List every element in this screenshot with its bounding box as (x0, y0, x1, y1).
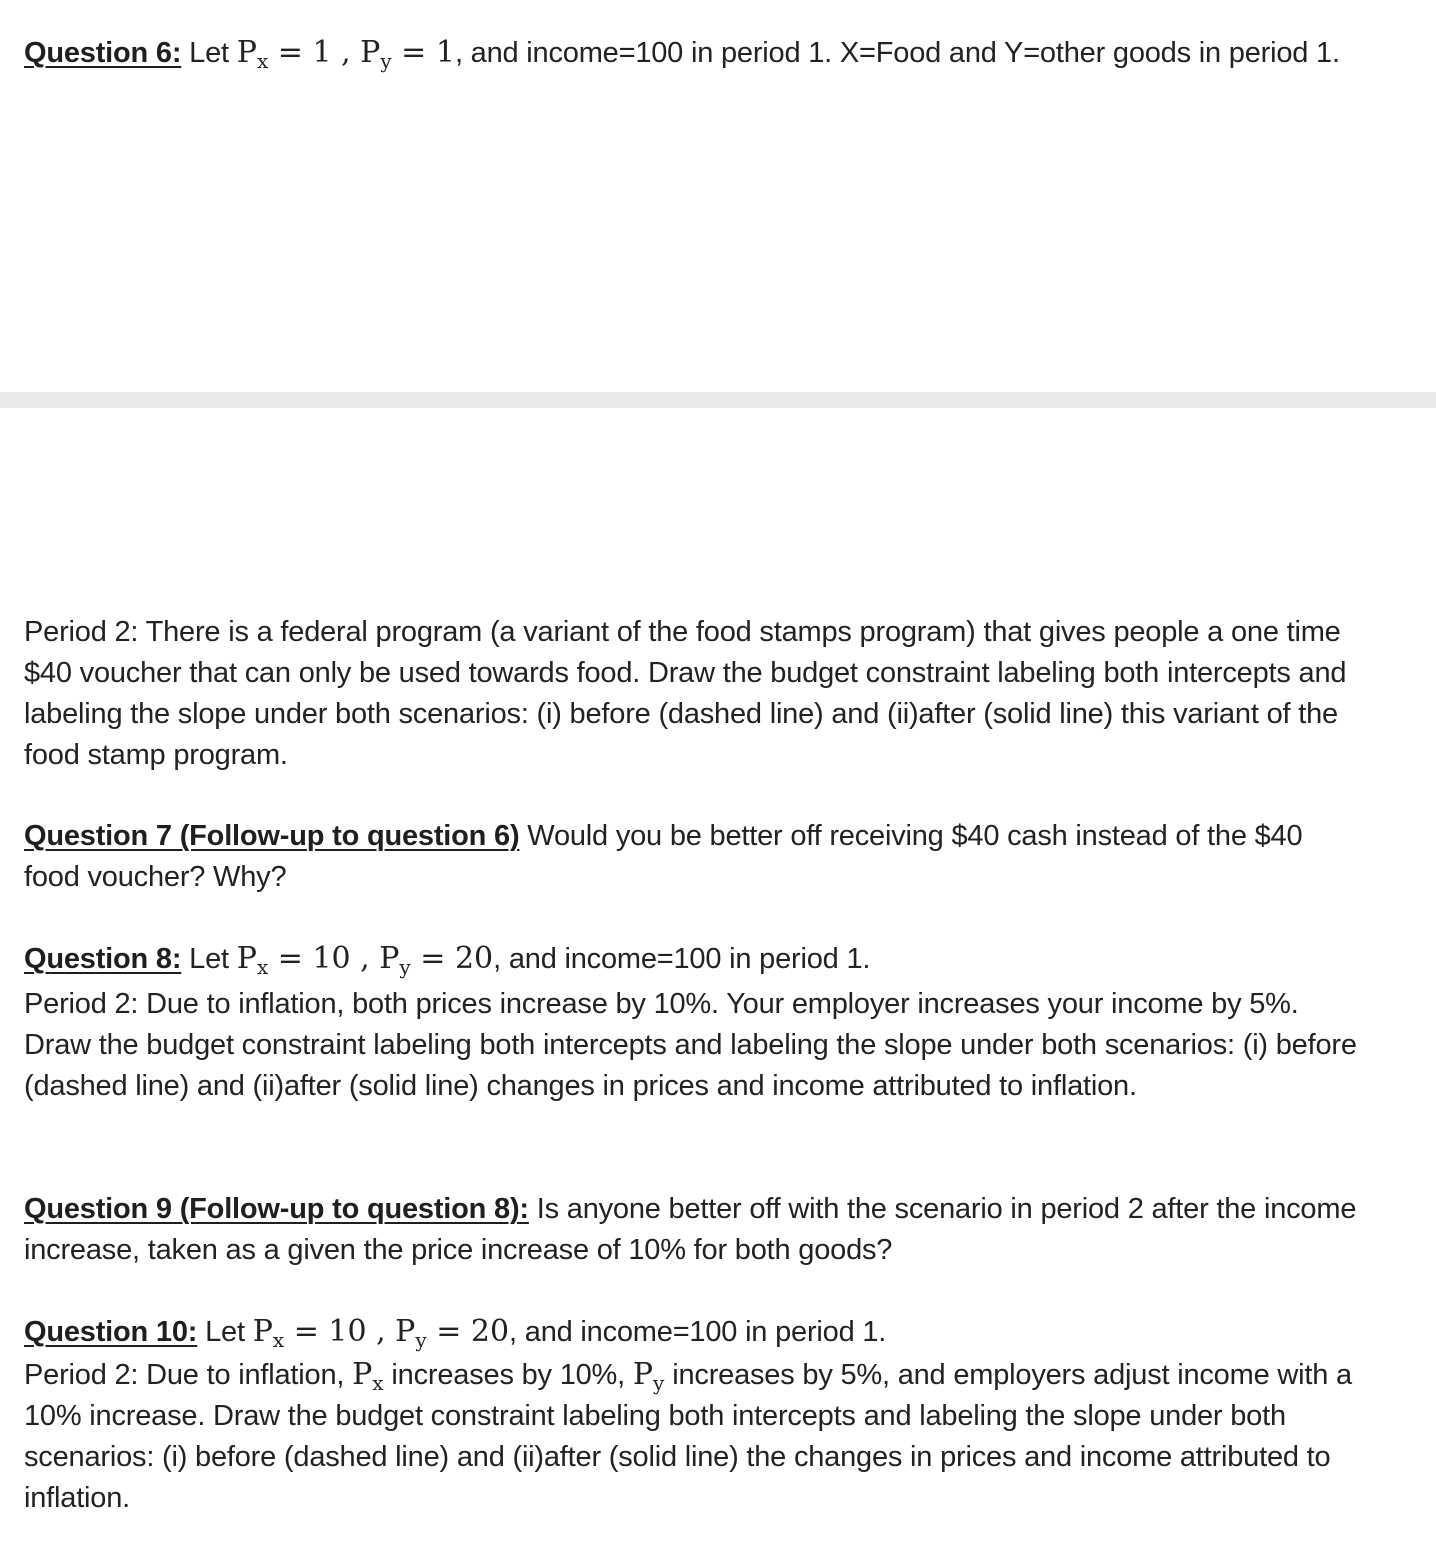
q10-p2-px-symbol: P (352, 1357, 373, 1392)
q10-p2-text-a: Period 2: Due to inflation, (24, 1359, 353, 1391)
q8-let: Let (181, 943, 237, 975)
q8-py-value: = 20 (410, 941, 494, 976)
q10-py-value: = 20 (426, 1314, 510, 1349)
q6-px-value: = 1 , (268, 35, 361, 70)
q6-rest: , and income=100 in period 1. X=Food and Y=other goods in period 1. (454, 37, 1340, 69)
q10-p2-py (632, 1357, 665, 1395)
q6-let: Let (181, 37, 237, 69)
page-divider (0, 392, 1436, 408)
question-9 (24, 1189, 1364, 1271)
question-9-text: Is anyone better off with the scenario in period 2 after the income increase, taken as a given the price increase of 10% for both goods? (24, 1193, 1357, 1266)
question-8-intro (24, 938, 1364, 980)
question-8-heading: Question 8: (24, 943, 182, 975)
q6-py-symbol: P (360, 35, 381, 70)
q10-p2-text-b: increases by 10%, (383, 1359, 633, 1391)
question-10-period-2 (24, 1354, 1364, 1519)
q10-p2-py-subscript: y (653, 1371, 665, 1395)
question-8-period-2: Period 2: Due to inflation, both prices increase by 10%. Your employer increases your income by 5%. Draw the budget constraint labeling both intercepts and labeling the slope under both scenarios: (i) before (dashed line) and (ii)after (solid line) changes in prices and income attributed to inflation. (24, 988, 1357, 1102)
q8-py-subscript: y (399, 955, 411, 979)
q6-px-formula (236, 35, 455, 73)
q10-rest: , and income=100 in period 1. (509, 1316, 887, 1348)
question-9-heading: Question 9 (Follow-up to question 8): (24, 1193, 529, 1225)
q10-px-value: = 10 , (284, 1314, 396, 1349)
q10-px-symbol: P (252, 1314, 273, 1349)
question-6-heading: Question 6: (24, 37, 182, 69)
question-10-intro (24, 1311, 1364, 1353)
q10-p2-py-symbol: P (632, 1357, 654, 1392)
q10-py-symbol: P (395, 1314, 416, 1349)
question-7-heading: Question 7 (Follow-up to question 6) (24, 820, 520, 852)
q6-py-subscript: y (380, 49, 392, 73)
q10-p2-px (352, 1357, 384, 1395)
q8-px-symbol: P (236, 941, 257, 976)
q10-let: Let (197, 1316, 253, 1348)
q8-px-value: = 10 , (268, 941, 380, 976)
q10-p2-text-c: increases by 5%, and employers adjust income with a 10% increase. Draw the budget constraint labeling both intercepts and labeling the slope under both scenarios: (i) before (dashed line) and (ii)after (solid line) the changes in prices and income attributed to inflation. (24, 1359, 1352, 1514)
question-10-heading: Question 10: (24, 1316, 198, 1348)
question-7-text: Would you be better off receiving $40 cash instead of the $40 food voucher? Why? (24, 820, 1303, 893)
question-6-period-2: Period 2: There is a federal program (a variant of the food stamps program) that gives people a one time $40 voucher that can only be used towards food. Draw the budget constraint labeling both intercepts and labeling the slope under both scenarios: (i) before (dashed line) and (ii)after (solid line) this variant of the food stamp program. (24, 616, 1347, 771)
q8-px-subscript: x (256, 955, 269, 979)
q6-px-symbol: P (236, 35, 257, 70)
q10-p2-px-subscript: x (372, 1371, 384, 1395)
question-6-intro (24, 32, 1364, 74)
q8-px-formula (236, 941, 494, 979)
q10-px-formula (252, 1314, 510, 1352)
q10-px-subscript: x (272, 1328, 285, 1352)
q8-rest: , and income=100 in period 1. (493, 943, 871, 975)
q8-py-symbol: P (379, 941, 400, 976)
q6-px-subscript: x (256, 49, 269, 73)
question-7 (24, 816, 1364, 898)
q10-py-subscript: y (415, 1328, 427, 1352)
q6-py-value: = 1 (391, 35, 455, 70)
